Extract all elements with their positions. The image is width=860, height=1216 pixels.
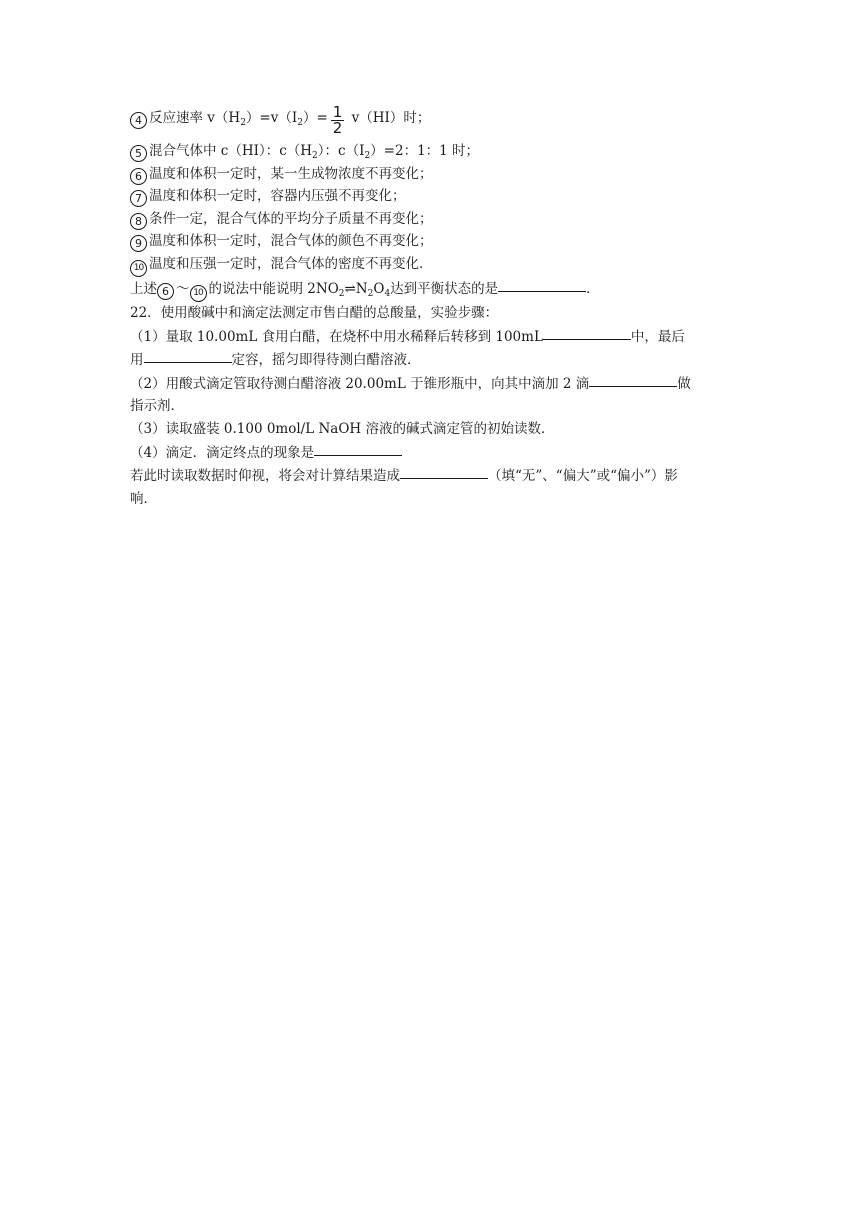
circled-number-6: 6 <box>157 283 174 300</box>
fraction-one-half <box>331 105 345 136</box>
subscript: 4 <box>384 288 391 299</box>
condition-4-mid2: ）= <box>302 110 328 126</box>
condition-10-text: 温度和压强一定时，混合气体的密度不再变化． <box>149 255 433 272</box>
subscript: 2 <box>364 151 371 161</box>
condition-9 <box>130 230 735 253</box>
circled-number-8: 8 <box>130 213 147 230</box>
step-2-line-b: 指示剂． <box>130 398 184 415</box>
condition-5-prefix: 混合气体中 c（HI）：c（H <box>149 143 313 159</box>
condition-4-suffix: v（HI）时； <box>347 110 431 126</box>
conclusion-prefix: 上述 <box>130 280 157 297</box>
step-1-text-c-suffix: 定容，摇匀即得待测白醋溶液． <box>231 352 421 369</box>
condition-5-suffix: ）=2：1：1 时； <box>370 143 480 159</box>
document-page <box>130 105 735 510</box>
circled-number-7: 7 <box>130 190 147 207</box>
oxygen-symbol: O <box>373 280 385 297</box>
step-2-line-a <box>130 372 735 396</box>
step-3-line: （3）读取盛装 0.100 0mol/L NaOH 溶液的碱式滴定管的初始读数． <box>130 420 555 437</box>
condition-4-mid1: ）=v（I <box>245 110 298 126</box>
condition-9-text: 温度和体积一定时，混合气体的颜色不再变化； <box>149 233 433 250</box>
condition-10 <box>130 253 735 277</box>
question-22-title: 22．使用酸碱中和滴定法测定市售白醋的总酸量，实验步骤： <box>130 304 499 321</box>
step-1-line-b <box>130 348 735 372</box>
condition-7-text: 温度和体积一定时，容器内压强不再变化； <box>149 188 406 205</box>
subscript: 2 <box>312 151 318 161</box>
circled-number-4: 4 <box>130 112 147 129</box>
step-4-text: （4）滴定．滴定终点的现象是 <box>130 444 315 461</box>
step-5-line-a <box>130 464 735 488</box>
conclusion-mid: 的说法中能说明 2NO <box>208 280 339 297</box>
subscript: 2 <box>240 118 246 128</box>
condition-6-text: 温度和体积一定时，某一生成物浓度不再变化； <box>149 165 433 182</box>
conclusion-end: ． <box>586 280 600 297</box>
circled-number-5: 5 <box>130 145 147 162</box>
fraction-denominator: 2 <box>332 119 343 137</box>
step-2-text-b: 做 <box>677 375 691 392</box>
step-2-text-a: （2）用酸式滴定管取待测白醋溶液 20.00mL 于锥形瓶中，向其中滴加 2 滴 <box>130 375 590 392</box>
condition-5-mid: ）：c（I <box>317 143 365 159</box>
step-1-text-c-prefix: 用 <box>130 352 144 369</box>
conclusion-suffix: 达到平衡状态的是 <box>390 280 499 297</box>
condition-4 <box>130 105 735 136</box>
step-4-line <box>130 441 735 465</box>
answer-blank[interactable] <box>314 441 402 456</box>
answer-blank[interactable] <box>144 348 232 363</box>
equilibrium-arrow: ⇌N <box>344 280 368 297</box>
subscript: 2 <box>338 288 345 299</box>
answer-blank[interactable] <box>400 464 488 479</box>
question-21-conclusion <box>130 277 735 302</box>
step-5-text-a: 若此时读取数据时仰视，将会对计算结果造成 <box>130 468 400 485</box>
fraction-numerator: 1 <box>332 103 343 121</box>
answer-blank[interactable] <box>543 325 631 340</box>
step-1-text-b: 中，最后 <box>630 328 685 345</box>
condition-8 <box>130 208 735 231</box>
condition-7 <box>130 185 735 208</box>
step-1-text-a: （1）量取 10.00mL 食用白醋，在烧杯中用水稀释后转移到 100mL <box>130 328 543 345</box>
condition-4-prefix: 反应速率 v（H <box>149 110 241 126</box>
tilde: ～ <box>176 280 190 297</box>
circled-number-10: 10 <box>130 260 147 277</box>
condition-5 <box>130 140 735 163</box>
circled-number-6: 6 <box>130 168 147 185</box>
step-1-line-a <box>130 325 735 349</box>
answer-blank[interactable] <box>498 277 586 292</box>
step-5-line-b: 响． <box>130 490 157 507</box>
circled-number-10: 10 <box>190 285 207 302</box>
step-5-text-b: （填“无”、“偏大”或“偏小”）影 <box>488 468 678 485</box>
condition-6 <box>130 163 735 186</box>
subscript: 2 <box>367 288 374 299</box>
subscript: 2 <box>297 118 303 128</box>
circled-number-9: 9 <box>130 235 147 252</box>
answer-blank[interactable] <box>589 372 677 387</box>
condition-8-text: 条件一定，混合气体的平均分子质量不再变化； <box>149 210 433 227</box>
